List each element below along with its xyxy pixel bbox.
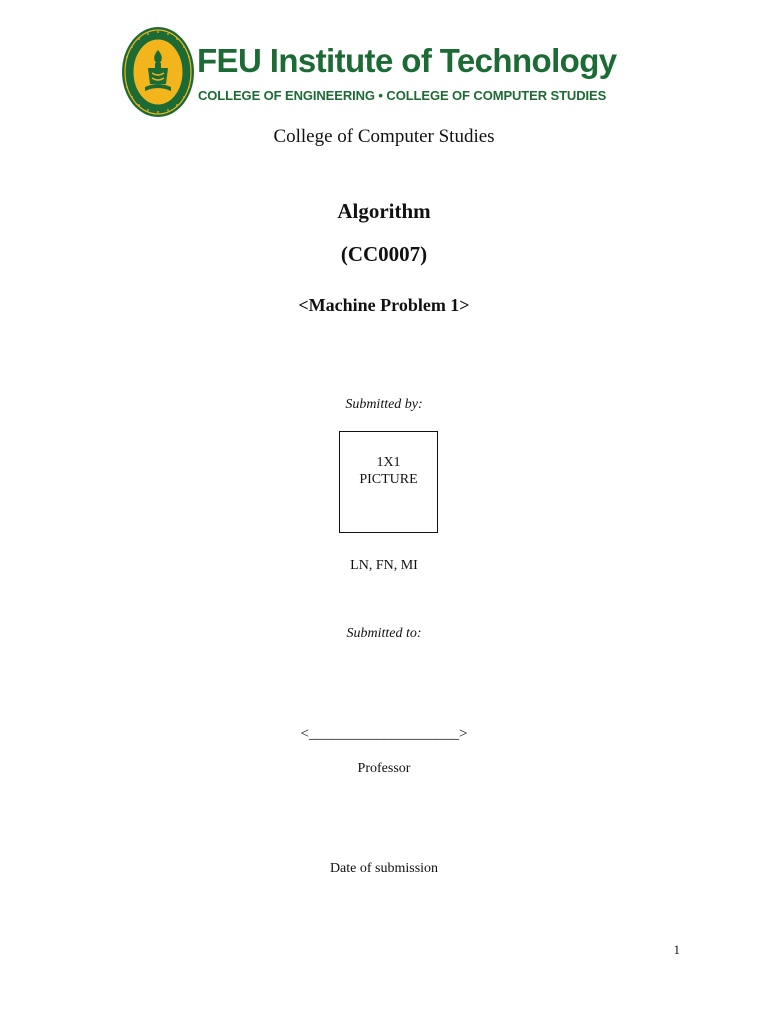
institution-name: FEU Institute of Technology <box>197 42 617 79</box>
submitted-to-label: Submitted to: <box>346 626 422 641</box>
course-code: (CC0007) <box>340 242 428 266</box>
college-name: College of Computer Studies <box>273 126 495 147</box>
institution-header <box>121 26 651 120</box>
professor-name-line: <____________________> <box>300 726 468 742</box>
photo-placeholder <box>339 431 438 533</box>
photo-size-text: 1X1 <box>376 455 401 470</box>
course-title: Algorithm <box>337 199 431 223</box>
student-name: LN, FN, MI <box>350 558 418 573</box>
project-title: <Machine Problem 1> <box>298 295 470 315</box>
date-of-submission: Date of submission <box>329 861 439 876</box>
professor-label: Professor <box>357 761 411 776</box>
page-number: 1 <box>673 942 680 957</box>
feu-seal-logo <box>121 26 195 118</box>
photo-label-text: PICTURE <box>359 472 418 487</box>
submitted-by-label: Submitted by: <box>345 397 423 412</box>
institution-colleges: COLLEGE OF ENGINEERING • COLLEGE OF COMPUTER STUDIES <box>198 88 607 103</box>
